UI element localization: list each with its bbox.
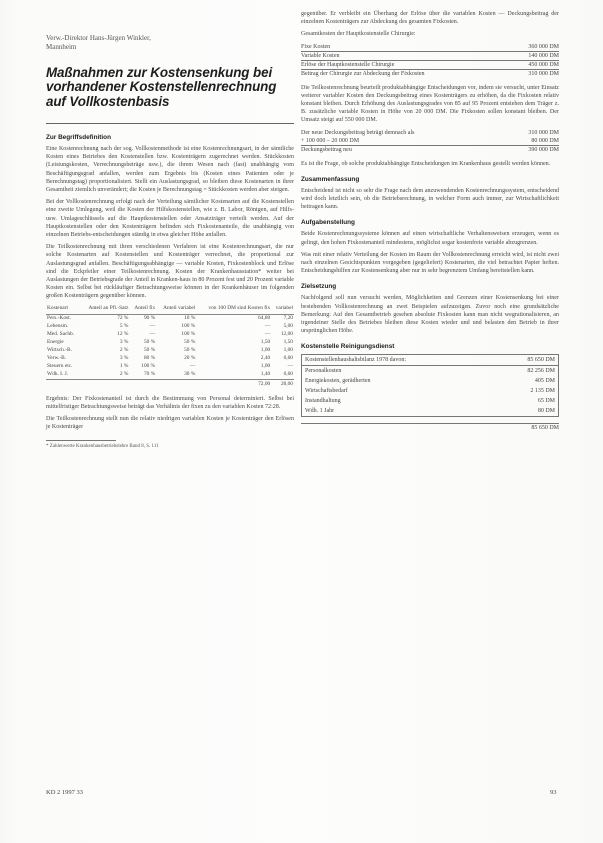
cleaning-total-value: 85 650 DM [301,424,559,433]
cleaning-row [302,386,559,396]
cost-table-cell: Wdh. I. J. [47,371,69,378]
cost-table-cell: 10 % [184,315,196,322]
cost-table-cell: 64,80 [258,315,271,322]
cost-table-cell: 1,00 [260,363,271,370]
cost-table-cell: 50 % [184,339,196,346]
cost-table-row [46,355,294,363]
cost-table-cell: 2,40 [260,355,271,362]
cleaning-row-label: Kostenstellenhaushaltsbilanz 1978 davon: [302,355,496,366]
cleaning-row [302,376,559,386]
cost-table-cell: 12,00 [280,331,293,338]
header-cell: Anteil variabel [156,305,196,315]
cost-table-cell: 1,50 [283,339,293,346]
cost-table-cell: — [264,331,271,338]
example-row-value: 310 000 DM [528,70,559,77]
section-heading-goal: Zielsetzung [301,283,337,291]
calc-row-label: Deckungsbeitrag neu [301,146,352,153]
paragraph: Entscheidend ist nicht so sehr die Frage nach dem anzuwendenden Kostenrechnungssystem, entscheidend wird doch letztlich sein, ob die Betriebsrechnung, in welcher Form auch immer, zur Wirtschaftlichkeit beitragen kann. [301,187,559,211]
cleaning-row-label: Wirtschaftsbedarf [305,388,348,395]
cost-table-cell: 50 % [143,347,156,354]
cost-table-cell: 7,20 [283,315,293,322]
example-row [301,51,559,60]
cost-table-cell: 100 % [141,363,156,370]
calc-table [301,129,559,154]
example-row-label: Erlöse der Hauptkostenstelle Chirurgie [301,60,502,69]
cost-table-row [46,347,294,355]
author-name: Verw.-Direktor Hans-Jürgen Winkler, [46,34,151,42]
paragraph: Die Teilkostenrechnung beurteilt produktabhängige Entscheidungen vor, indem sie versucht, unter Einsatz weiterer variabler Kosten den Deckungsbeitrag eines Kostenträgers zu erhöhen, da die Fixkosten relativ konstant bleiben. Durch Erhöhung des Auslastungsgrades von 85 auf 95 Prozent entstehen dem Träger z. B. zusätzliche variable Kosten in Höhe von 20 000 DM. Die Fixkosten sollen konstant bleiben. Der Umsatz steigt auf 550 000 DM. [301,84,559,124]
cleaning-row [302,406,559,417]
cleaning-row-label: Personalkosten [305,368,342,375]
cleaning-row-label: Energiekosten, gerädherten [305,378,371,385]
paragraph: Bei der Vollkostenrechnung erfolgt nach der Verteilung sämtlicher Kostenarten auf die Kostenstellen eine zweite Umlegung, weil die Kosten der Hilfskostenstellen, wie z. B. Labor, Röntgen, auf Hilfs- usw. Umlageschlüssels auf die Hauptkostenstellen oder Ansatzträger verteilt werden. Auf der Hauptkostenstellen oder den Kostenträgern befinden sich Fixkostenanteile, die unabhängig von einzelnen Betriebs-entscheidungen ständig in etwa gleicher Höhe anfallen. [46,199,294,238]
cost-table-cell: 2 % [119,371,129,378]
footer-journal: KD 2 1997 33 [46,789,84,796]
cost-table-total-cell: 28,00 [271,379,294,389]
cleaning-row [302,355,559,366]
cost-table-row [46,331,294,339]
paragraph: Die Teilkostenrechnung stellt nun die relativ niedrigen variablen Kosten je Kostenträger den Erlösen je Kostenträger [46,416,294,431]
calc-row-value: 390 000 DM [528,146,559,153]
footnote: * Zahlenwerte Krankenhausbetriebslehre Band 8, S. 111 [46,443,159,449]
example-row [301,69,559,78]
title-rule [46,123,294,124]
calc-row [301,145,559,154]
example-row-label: Variable Kosten [301,51,502,60]
example-row [301,43,559,52]
example-row-label: Beitrag der Chirurgie zur Abdeckung der Fixkosten [301,70,425,77]
cost-table-total-row [46,379,294,389]
example-row-value: 450 000 DM [502,60,559,69]
cost-table-row [46,371,294,380]
header-cell: Kostenart [46,305,80,315]
paragraph: Beide Kostenrechnungssysteme können auf einen wirtschaftliche Verhaltensweisen erzeugen, wenn es gelingt, den hohen Fixkostenanteil mindestens, möglichst sogar kostenfreie variable abzugrenzen. [301,231,559,246]
author-city: Mannheim [46,43,77,51]
cost-table-total-cell [156,379,196,389]
calc-row [301,137,559,146]
cost-table-total-cell [80,379,129,389]
section-heading-cleaning: Kostenstelle Reinigungsdienst [301,343,395,351]
cost-table-cell: Energie [47,339,64,346]
cleaning-row-value: 405 DM [534,378,555,385]
calc-row-value: 80 000 DM [499,137,559,146]
cost-table-cell: 12 % [117,331,129,338]
cost-table-total-cell: 72,00 [196,379,271,389]
left-column [46,34,294,450]
cost-table-cell: 1,40 [260,371,271,378]
cost-table-cell: 90 % [143,315,156,322]
header-cell: variabel [271,305,294,315]
cleaning-row-value: 82 256 DM [527,368,555,375]
paragraph: Die Teilkostenrechnung mit ihren verschiedenen Verfahren ist eine Kostenrechnungsart, die nur solche Kostenarten auf Kostenstellen und Kostenträger verrechnet, die proportional zur Auslastungsgrad anfallen. Beschäftigungsabhängige — variable Kosten, Fixkostenblock und Erlöse sind die Eckpfeiler einer Teilkostenrechnung. Kosten der Krankenhausstation* weiter bei Auslastungen der Betriebsgrade der Anteil in Kranken-haus in 80 Prozent fest und 20 Prozent variable Kosten ein. Selbst bei rückläufiger Betrachtungsweise können in der Krankenhäuser im folgenden großen Kostenträgern gegenüber können. [46,244,294,300]
example-title: Gesamtkosten der Hauptkostenstelle Chirurgie: [301,31,416,38]
section-heading-summary: Zusammenfassung [301,175,360,183]
cost-table-row [46,339,294,347]
cost-table-cell: 20 % [184,355,196,362]
cost-table-cell: Med. Sachb. [47,331,75,338]
cost-table-cell: 100 % [181,331,196,338]
paragraph: gegenüber. Er verbleibt ein Überhang der Erlöse über die variablen Kosten — Deckungsbeitrag der einzelnen Kostenträgers zur Abdeckung des gesamten Fixkosten. [301,11,559,26]
cleaning-cost-table [301,354,559,417]
footnote-rule [46,440,116,441]
section-heading-task: Aufgabenstellung [301,219,355,227]
cleaning-row-label: Instandhaltung [305,398,341,405]
calc-row-label: + 100 000 – 20 000 DM [301,137,499,146]
cost-table-cell: 1,00 [260,347,271,354]
cost-table-cell: 70 % [143,371,156,378]
cost-table-cell: 72 % [117,315,129,322]
calc-row-label: Der neue Deckungsbeitrag beträgt demnach als [301,129,415,136]
article-title: Maßnahmen zur Kostensenkung bei vorhandener Kostenstellenrechnung auf Vollkostenbasis [46,65,277,109]
cost-table-cell: 5,00 [283,323,293,330]
cost-table-cell: 50 % [184,347,196,354]
cleaning-row-value: 80 DM [537,408,555,415]
header-cell: Anteil an Pfl.-Satz [80,305,129,315]
cost-table-cell: Lebensm. [47,323,69,330]
cleaning-total-row [301,424,559,433]
cost-table-cell: 1,00 [283,347,293,354]
cleaning-row [302,366,559,377]
cost-table-cell: — [149,323,156,330]
cost-table-cell: — [287,363,293,370]
paragraph: Eine Kostenrechnung nach der sog. Vollkostenmethode ist eine Kostenrechnungsart, in der sämtliche Kosten eines Betriebes den Kostenstellen bzw. Kostenträgern zugerechnet werden. Stückkosten (Leistungskosten, Verrechnungsbeträge usw.), die ihrem Wesen nach (fast) unabhängig vom Beschäftigungsgrad anfallen, werden zum Ergebnis bis (Kosten eines Patienten oder je Berechnungstag) proportionalisiert. Stellt ein Auslastungsgrad, so bleiben diese Kostenarten in ihrer Gesamtheit ziemlich unverändert; die Kosten je Berechnungstag = Stückkosten werden aber steigen. [46,145,294,193]
paragraph: Was mit einer relativ Verteilung der Kosten im Raum der Vollkostenrechnung erreicht wird, ist nicht zwei nach einzelnen Gesichtspunkten vorgegeben (gegeliefert) Kostenarten, die viel betrachtet Papier heften. Entscheidungshilfen zur Kostensenkung aber nur in sehr begrenztem Umfang bereitstellen kann. [301,251,559,275]
cleaning-row-label: Wdh. 1 Jahr [305,408,335,415]
cost-table-cell: 3 % [119,355,129,362]
calc-row-value: 310 000 DM [528,129,559,136]
cost-table-row [46,323,294,331]
cost-table-cell: 3 % [119,339,129,346]
cost-table-cell: 30 % [184,371,196,378]
cleaning-row-value: 65 DM [537,398,555,405]
cost-table-cell: — [149,331,156,338]
cost-table-total-cell [129,379,156,389]
cost-table-cell: 1 % [119,363,129,370]
example-row-value: 360 000 DM [502,43,559,52]
header-cell: von 100 DM sind Kosten fix [196,305,271,315]
paragraph: Ergebnis: Der Fixkostenanteil ist durch die Bestimmung von Personal determiniert. Selbst bei mittelfristiger Betrachtungsweise beträgt das Verhältnis der fixen zu den variablen Kosten 72:28. [46,395,294,410]
paragraph: Nachfolgend soll nun versucht werden, Möglichkeiten und Grenzen einer Kostensenkung bei einer bestehenden Vollkostenrechnung an zwei Beispielen aufzuzeigen. Zuvor noch eine grundsätzliche Bemerkung: Auf den Gesamtbetrieb gesehen absolute Fixkosten kann man nicht wegrationalisieren, an irgendeiner Stelle des Betriebes bleiben diese Kosten wieder und und belasten den Betrieb in ihrer ursprünglichen Höhe. [301,295,559,335]
cost-table-cell: 2 % [119,347,129,354]
cost-table-cell: Verw.-B. [47,355,67,362]
cost-table-cell: — [264,323,271,330]
cost-table-cell: 1,50 [260,339,271,346]
cleaning-row [302,396,559,406]
cost-table-row [46,314,294,323]
cost-table-cell: 5 % [119,323,129,330]
example-row [301,60,559,69]
cost-table-cell: Wirtsch.-B. [47,347,72,354]
cost-table-cell: Steuern etc. [47,363,73,370]
example-row-label: Fixe Kosten [301,43,502,52]
cleaning-row-value: 2 135 DM [530,388,555,395]
calc-row [301,129,559,137]
cost-table-total-cell [46,379,80,389]
example-row-value: 140 000 DM [502,51,559,60]
cost-table [46,305,294,389]
paragraph: Es ist die Frage, ob solche produktabhängige Entscheidungen im Krankenhaus gestellt werden können. [301,160,551,167]
right-column [301,10,559,438]
cleaning-total-table [301,423,559,432]
cleaning-row-value: 85 650 DM [495,355,558,366]
cost-table-cell: Pers.-Kost. [47,315,71,322]
cost-table-body [46,314,294,389]
page-number: 93 [550,789,557,796]
cost-table-cell: 100 % [181,323,196,330]
cost-table-cell: 50 % [143,339,156,346]
section-heading-definition: Zur Begriffsdefinition [46,133,111,141]
cost-table-header [46,305,294,315]
cost-table-cell: 0,60 [283,371,293,378]
header-cell: Anteil fix [129,305,156,315]
example-table [301,43,559,78]
cost-table-cell: 80 % [143,355,156,362]
cost-table-row [46,363,294,371]
cost-table-cell: — [189,363,196,370]
cost-table-cell: 0,60 [283,355,293,362]
